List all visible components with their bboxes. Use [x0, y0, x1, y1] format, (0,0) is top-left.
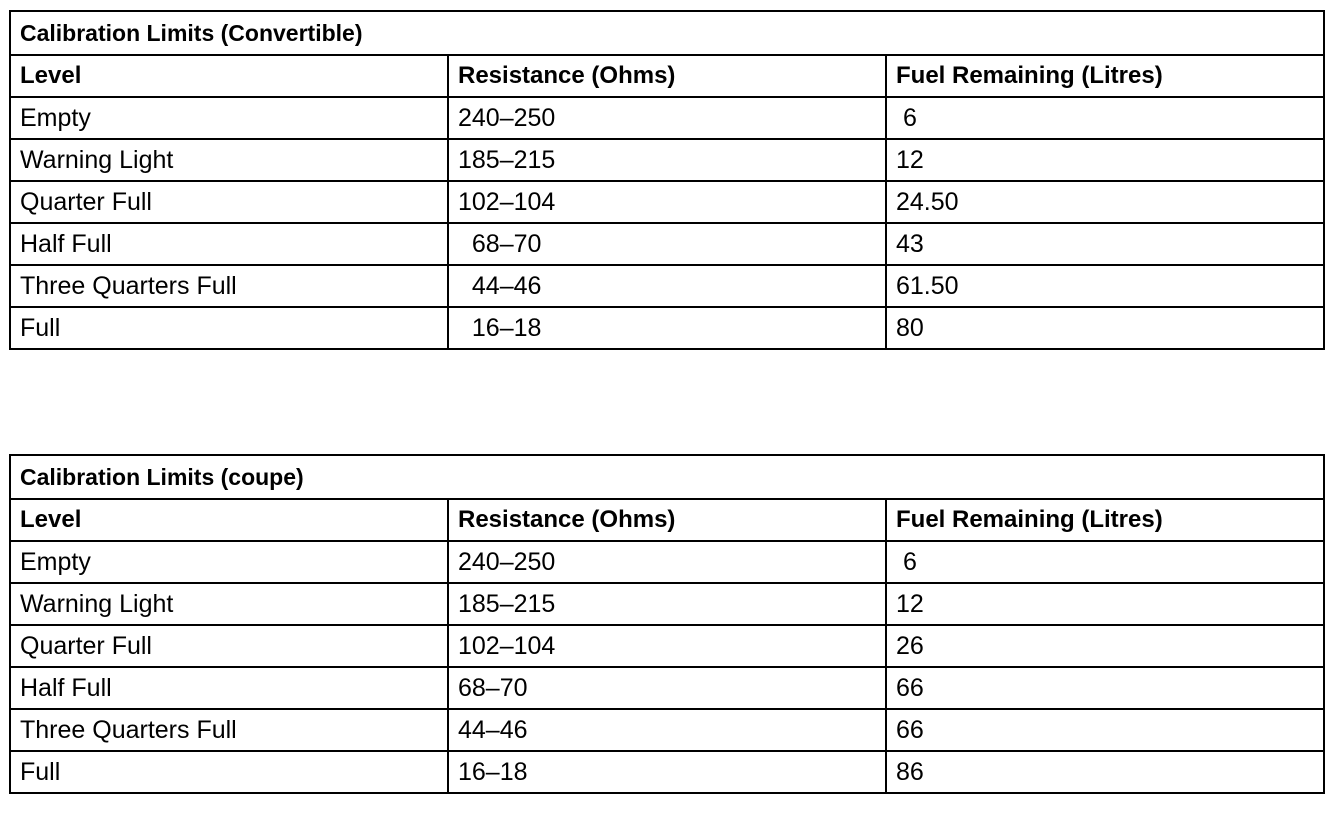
level-cell: Three Quarters Full: [10, 265, 448, 307]
resistance-cell: 16–18: [448, 307, 886, 349]
level-cell: Half Full: [10, 223, 448, 265]
table-row: [10, 583, 1324, 625]
resistance-cell: 68–70: [448, 223, 886, 265]
level-cell: Quarter Full: [10, 625, 448, 667]
table-title: Calibration Limits (coupe): [10, 455, 1324, 499]
table-row: [10, 307, 1324, 349]
fuel-remaining-cell: 6: [886, 97, 1324, 139]
calibration-table-convertible: [9, 10, 1325, 350]
column-header-fuel-remaining: Fuel Remaining (Litres): [886, 55, 1324, 97]
column-header-fuel-remaining: Fuel Remaining (Litres): [886, 499, 1324, 541]
resistance-cell: 16–18: [448, 751, 886, 793]
column-header-level: Level: [10, 55, 448, 97]
fuel-remaining-cell: 86: [886, 751, 1324, 793]
level-cell: Full: [10, 751, 448, 793]
level-cell: Quarter Full: [10, 181, 448, 223]
resistance-cell: 185–215: [448, 139, 886, 181]
column-header-resistance: Resistance (Ohms): [448, 499, 886, 541]
fuel-remaining-cell: 43: [886, 223, 1324, 265]
table-row: [10, 97, 1324, 139]
fuel-remaining-cell: 24.50: [886, 181, 1324, 223]
level-cell: Empty: [10, 97, 448, 139]
table-caption-row: [10, 11, 1324, 55]
table-row: [10, 139, 1324, 181]
resistance-cell: 44–46: [448, 265, 886, 307]
resistance-cell: 240–250: [448, 541, 886, 583]
resistance-cell: 102–104: [448, 625, 886, 667]
resistance-cell: 102–104: [448, 181, 886, 223]
table-title: Calibration Limits (Convertible): [10, 11, 1324, 55]
level-cell: Empty: [10, 541, 448, 583]
fuel-remaining-cell: 66: [886, 709, 1324, 751]
level-cell: Three Quarters Full: [10, 709, 448, 751]
level-cell: Full: [10, 307, 448, 349]
resistance-cell: 240–250: [448, 97, 886, 139]
fuel-remaining-cell: 12: [886, 583, 1324, 625]
column-header-resistance: Resistance (Ohms): [448, 55, 886, 97]
table-header-row: [10, 55, 1324, 97]
table-row: [10, 181, 1324, 223]
table-row: [10, 751, 1324, 793]
fuel-remaining-cell: 80: [886, 307, 1324, 349]
table-row: [10, 541, 1324, 583]
resistance-cell: 185–215: [448, 583, 886, 625]
level-cell: Warning Light: [10, 139, 448, 181]
table-row: [10, 223, 1324, 265]
resistance-cell: 68–70: [448, 667, 886, 709]
table-caption-row: [10, 455, 1324, 499]
table-row: [10, 709, 1324, 751]
table-header-row: [10, 499, 1324, 541]
fuel-remaining-cell: 66: [886, 667, 1324, 709]
column-header-level: Level: [10, 499, 448, 541]
fuel-remaining-cell: 6: [886, 541, 1324, 583]
fuel-remaining-cell: 26: [886, 625, 1324, 667]
table-row: [10, 265, 1324, 307]
resistance-cell: 44–46: [448, 709, 886, 751]
fuel-remaining-cell: 12: [886, 139, 1324, 181]
level-cell: Warning Light: [10, 583, 448, 625]
table-row: [10, 667, 1324, 709]
table-row: [10, 625, 1324, 667]
fuel-remaining-cell: 61.50: [886, 265, 1324, 307]
calibration-table-coupe: [9, 454, 1325, 794]
level-cell: Half Full: [10, 667, 448, 709]
